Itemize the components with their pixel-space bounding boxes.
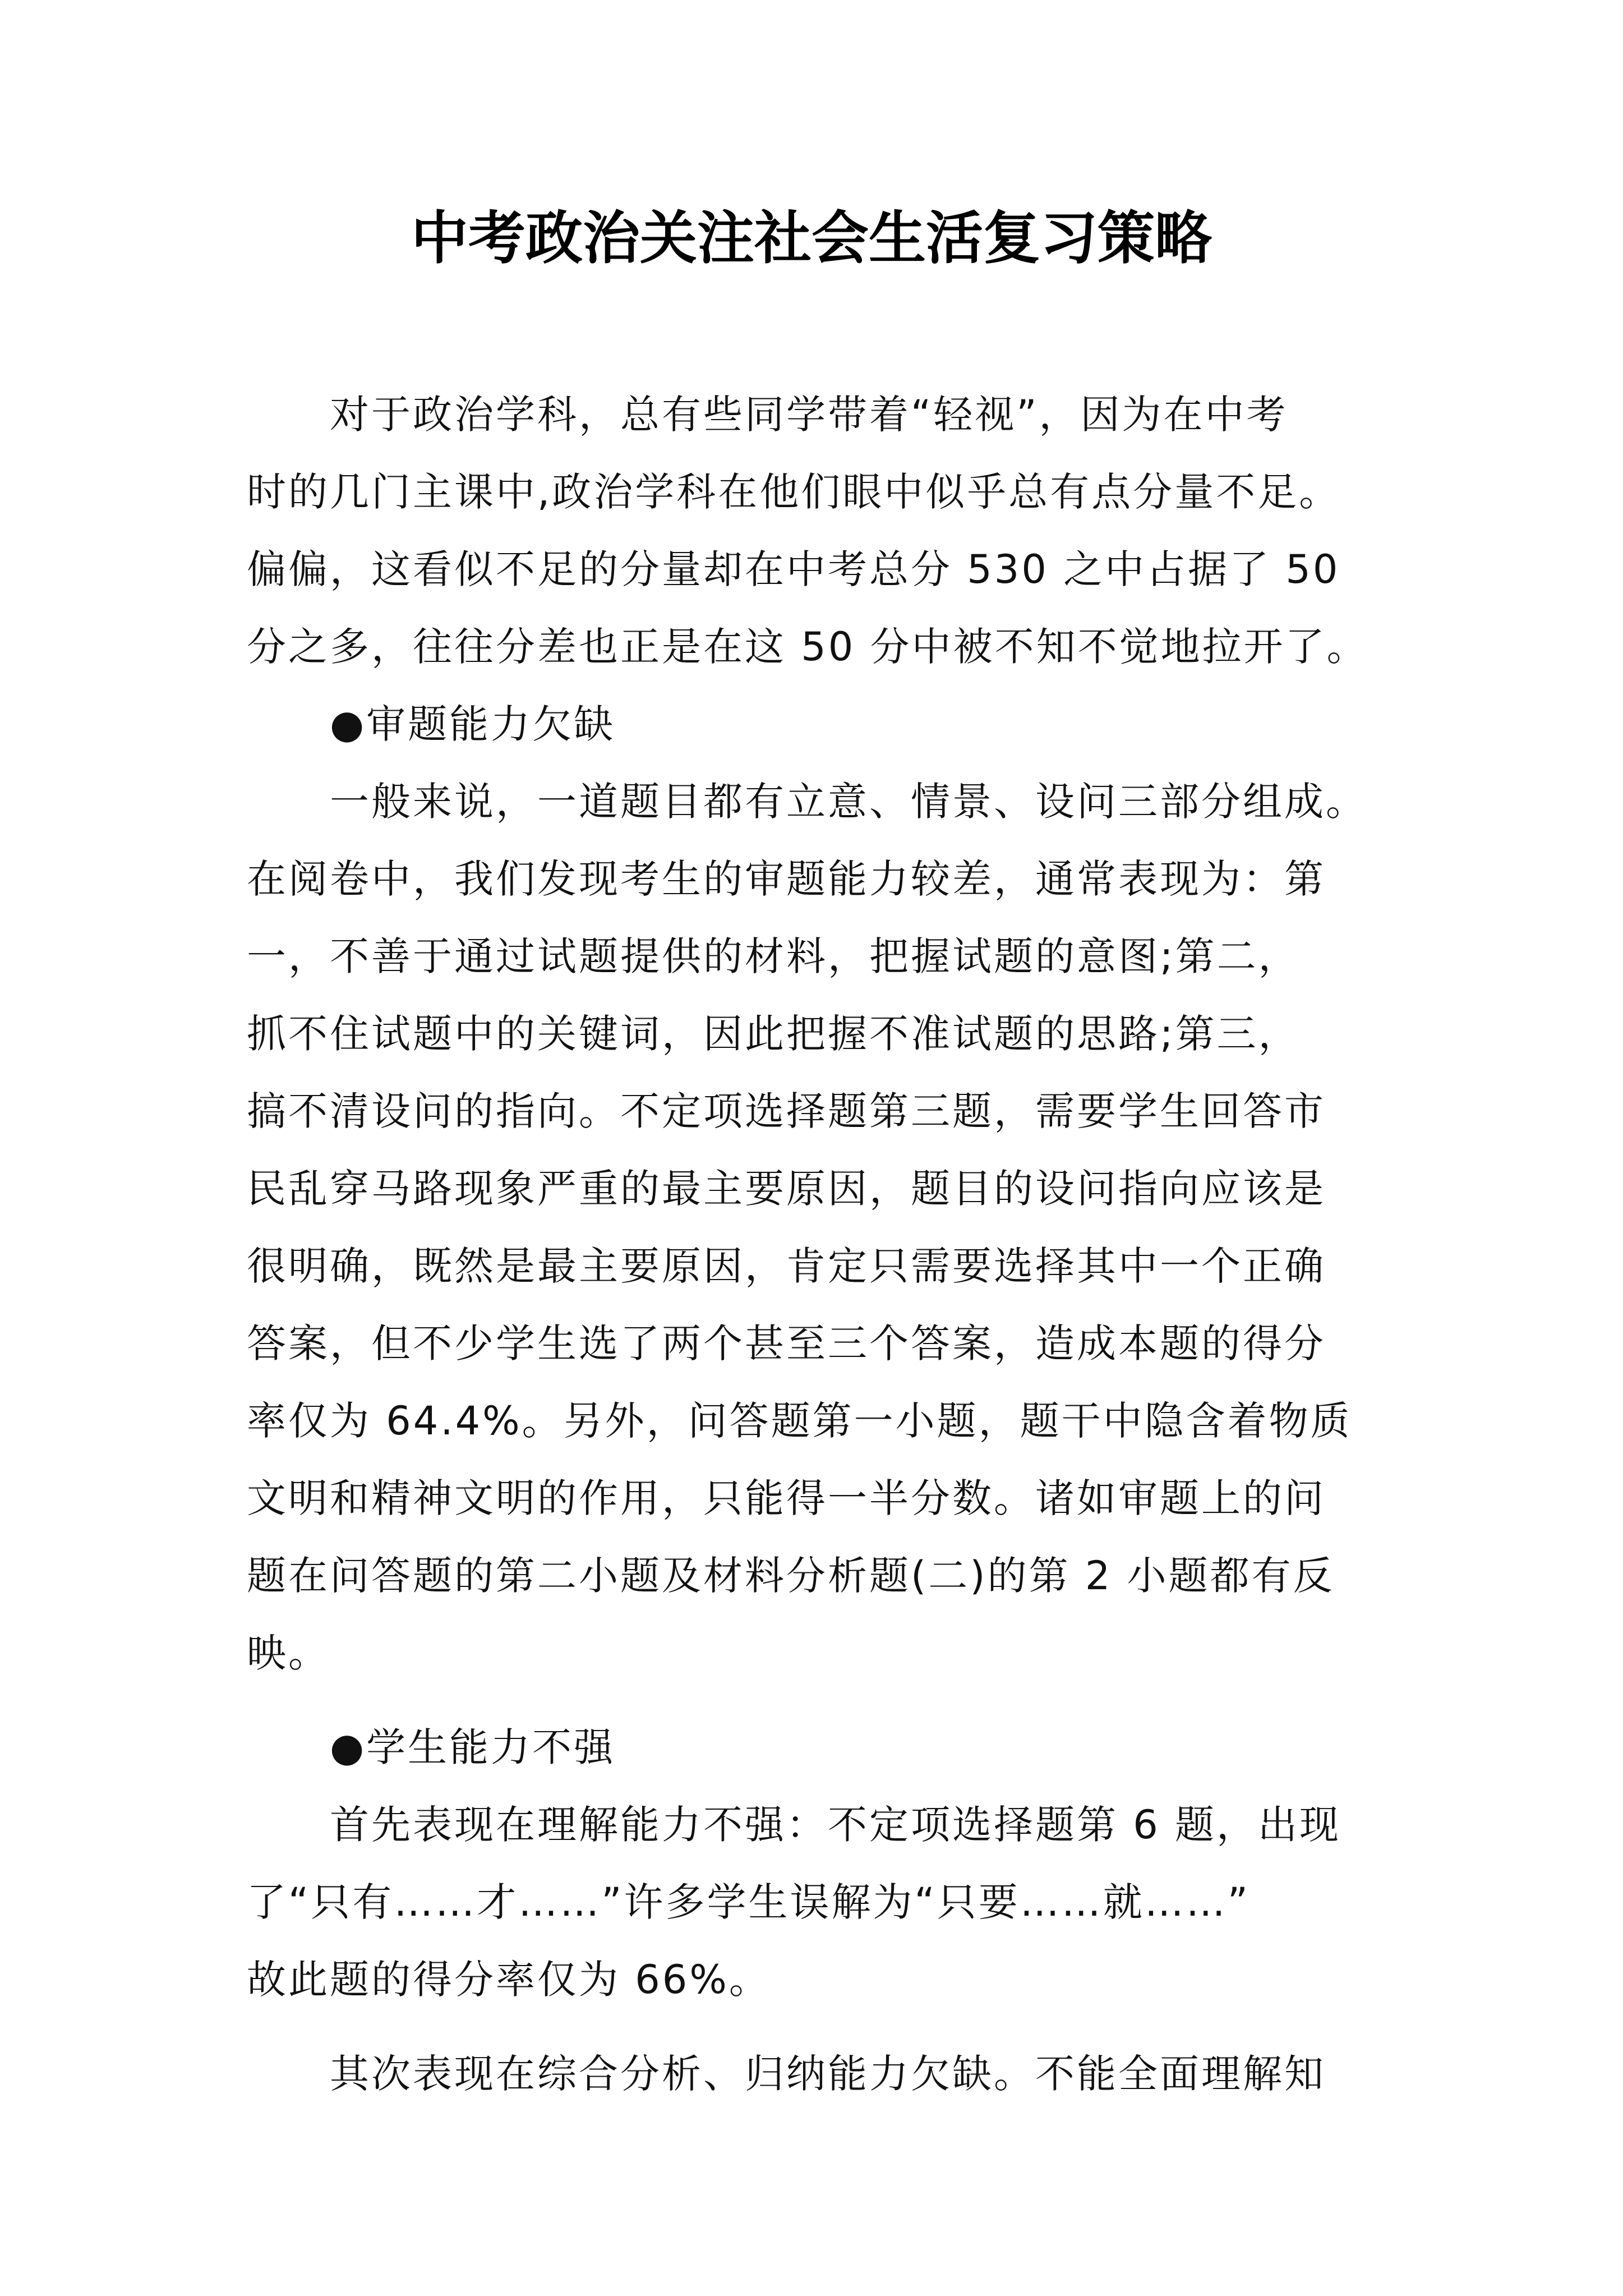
- document-title: 中考政治关注社会生活复习策略: [411, 205, 1212, 272]
- spacer: [247, 2018, 1385, 2035]
- comprehension-paragraph: 首先表现在理解能力不强：不定项选择题第 6 题，出现 了“只有……才……”许多学生误解为“只要……就……” 故此题的得分率仅为 66%。: [247, 1802, 1341, 2003]
- document-body: [247, 376, 1385, 2113]
- section-heading-review-ability: ●审题能力欠缺: [330, 701, 616, 747]
- review-ability-paragraph: 一般来说，一道题目都有立意、情景、设问三部分组成。 在阅卷中，我们发现考生的审题能力较差，通常表现为：第 一，不善于通过试题提供的材料，把握试题的意图;第二， 抓不住试题中的关键词，因此把握不准试题的思路;第三， 搞不清设问的指向。不定项选择题第三题，需要学生回答市 民乱穿马路现象严重的最主要原因，题目的设问指向应该是 很明确，既然是最主要原因，肯定只需要选择其中一个正确 答案，但不少学生选了两个甚至三个答案，造成本题的得分 率仅为 64.4%。另外，问答题第一小题，题干中隐含着物质 文明和精神文明的作用，只能得一半分数。诸如审题上的问 题在问答题的第二小题及材料分析题(二)的第 2 小题都有反 映。: [247, 779, 1367, 1676]
- spacer: [247, 1692, 1385, 1709]
- intro-paragraph: 对于政治学科，总有些同学带着“轻视”，因为在中考 时的几门主课中,政治学科在他们眼中似乎总有点分量不足。 偏偏，这看似不足的分量却在中考总分 530 之中占据了 50 分之多，往往分差也正是在这 50 分中被不知不觉地拉开了。: [247, 392, 1368, 670]
- section-heading-student-ability: ●学生能力不强: [330, 1724, 616, 1770]
- analysis-paragraph: 其次表现在综合分析、归纳能力欠缺。不能全面理解知: [330, 2051, 1326, 2097]
